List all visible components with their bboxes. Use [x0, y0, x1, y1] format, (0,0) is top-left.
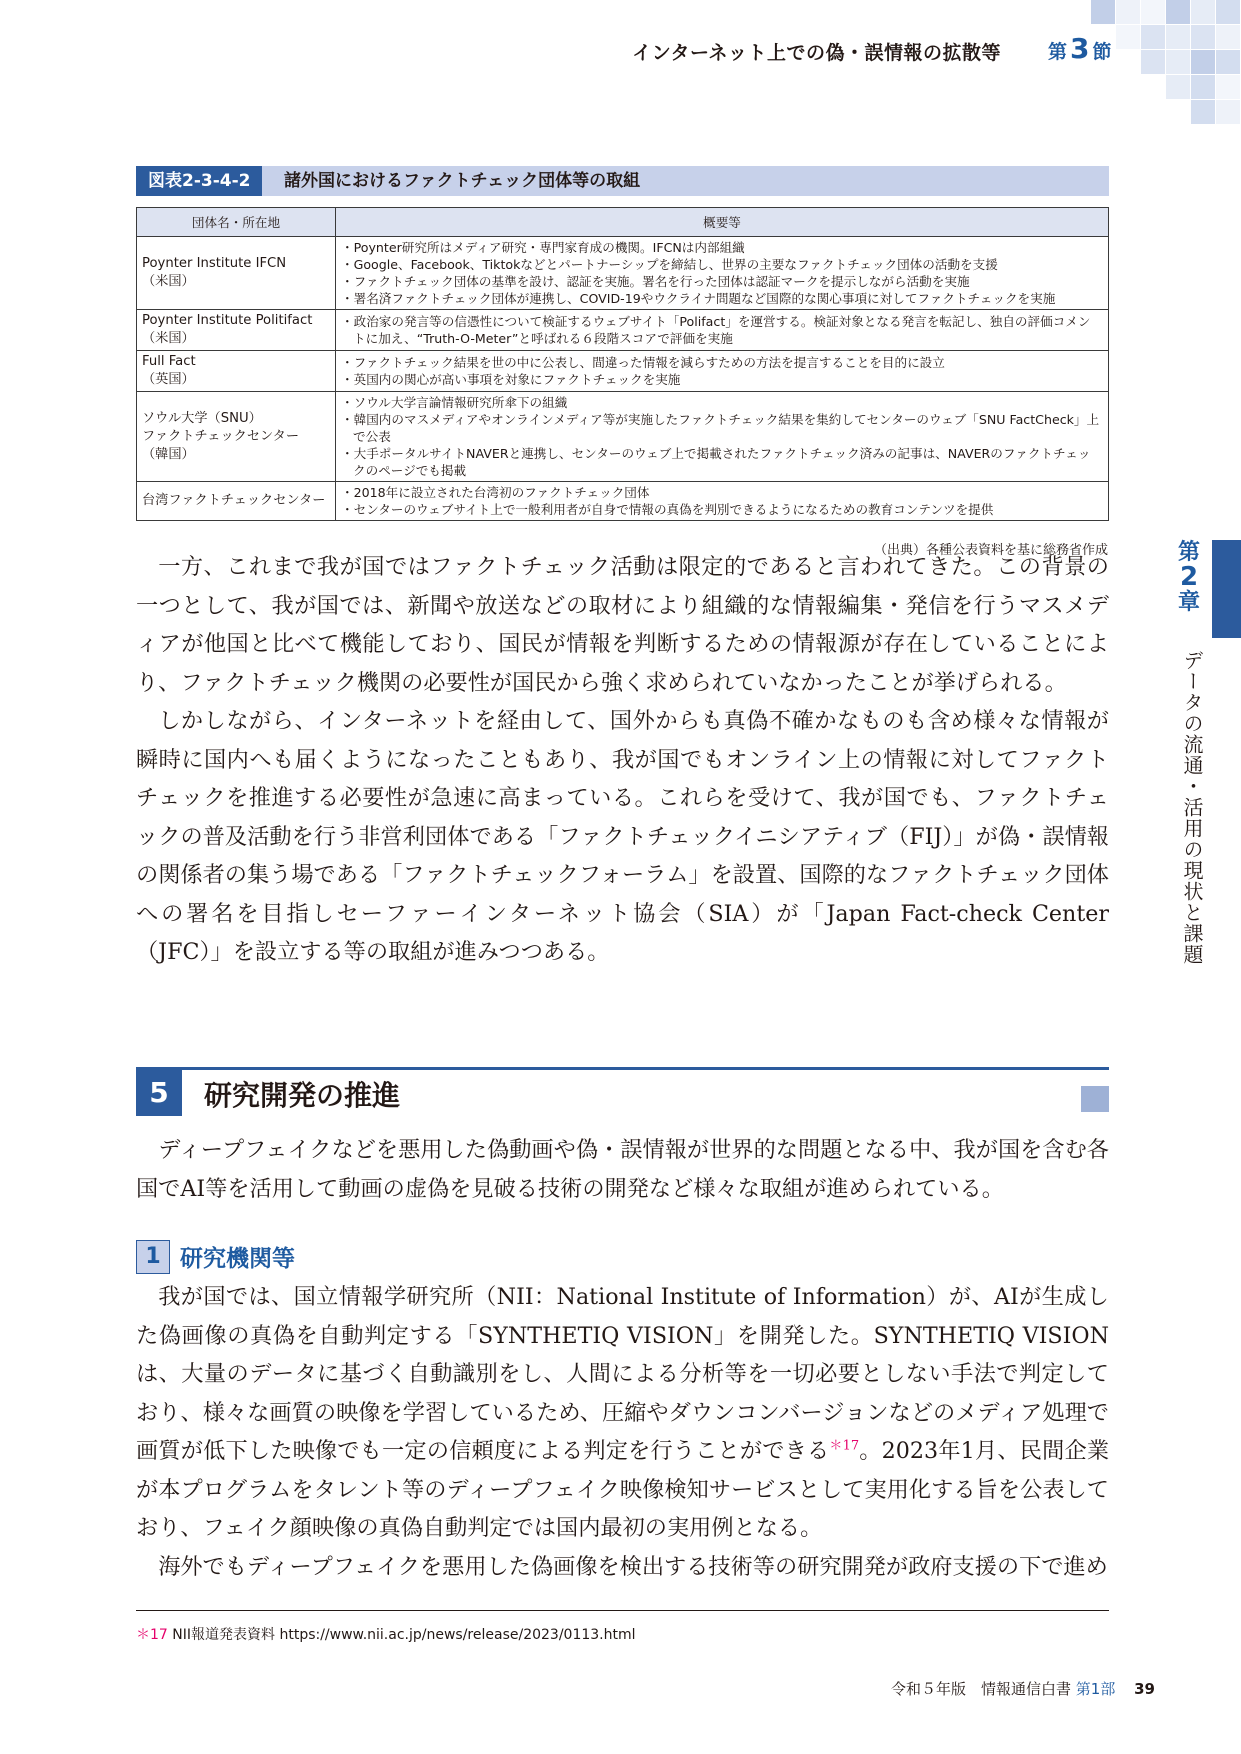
mosaic-tile [1091, 0, 1115, 24]
mosaic-tile [1141, 0, 1165, 24]
paragraph: 海外でもディープフェイクを悪用した偽画像を検出する技術等の研究開発が政府支援の下で進め [158, 1553, 1108, 1580]
org-name-cell: Full Fact （英国） [137, 351, 336, 392]
section-number: 3 [1070, 32, 1090, 65]
section-heading [136, 1067, 1109, 1116]
section-intro-block [136, 1131, 1109, 1208]
footnote-text[interactable]: NII報道発表資料 https://www.nii.ac.jp/news/release/2023/0113.html [172, 1627, 636, 1643]
figure-title-bar [136, 166, 1109, 196]
summary-item: ・ファクトチェック結果を世の中に公表し、間違った情報を減らすための方法を提言することを目的に設立 [341, 355, 945, 370]
table-header-row [137, 208, 1109, 237]
table-row [137, 237, 1109, 310]
header-title: インターネット上での偽・誤情報の拡散等 [632, 42, 1001, 64]
chapter-prefix: 第 [1177, 540, 1200, 565]
table-body [137, 237, 1109, 521]
paragraph: 一方、これまで我が国ではファクトチェック活動は限定的であると言われてきた。この背景の一つとして、我が国では、新聞や放送などの取材により組織的な情報編集・発信を行うマスメディアが他国と比べて機能しており、国民が情報を判断するための情報源が存在していることにより、ファクトチェック機関の必要性が国民から強く求められていなかったことが挙げられる。 [136, 554, 1109, 696]
mosaic-tile [1191, 100, 1215, 124]
summary-item: ・署名済ファクトチェック団体が連携し、COVID-19やウクライナ問題など国際的な関心事項に対してファクトチェックを実施 [341, 291, 1056, 306]
paragraph-part: 我が国では、国立情報学研究所（NII：National Institute of Information）が、AIが生成した偽画像の真偽を自動判定する「SYNTHETIQ VISION」を開発した。SYNTHETIQ VISIONは、大量のデータに基づく自動識別をし、人間による分析等を一切必要としない手法で判定しており、様々な画質の映像を学習しているため、圧縮やダウンコンバージョンなどのメディア処理で画質が低下した映像でも一定の信頼度による判定を行うことができる [136, 1284, 1109, 1464]
summary-item: ・2018年に設立された台湾初のファクトチェック団体 [341, 485, 650, 500]
header-section [1048, 32, 1112, 65]
mosaic-tile [1191, 75, 1215, 99]
summary-item: ・英国内の関心が高い事項を対象にファクトチェックを実施 [341, 372, 681, 387]
mosaic-tile [1216, 100, 1240, 124]
section-title: 研究開発の推進 [204, 1079, 401, 1112]
table-row [137, 482, 1109, 521]
column-header-org: 団体名・所在地 [137, 208, 336, 237]
figure-source: （出典）各種公表資料を基に総務省作成 [873, 543, 1108, 558]
org-name-cell: Poynter Institute IFCN （米国） [137, 237, 336, 310]
paragraph-part: 。2023年1月、民間企業が本プログラムをタレント等のディープフェイク映像検知サービスとして実用化する旨を公表しており、フェイク顔映像の真偽自動判定では国内最初の実用例となる。 [136, 1438, 1110, 1541]
mosaic-tile [1166, 75, 1190, 99]
table-row [137, 392, 1109, 482]
summary-cell [336, 392, 1109, 482]
fact-check-table [136, 207, 1109, 521]
subsection-number-box: 1 [136, 1240, 170, 1274]
page-footer [891, 1678, 1155, 1699]
summary-cell [336, 482, 1109, 521]
paragraph: ディープフェイクなどを悪用した偽動画や偽・誤情報が世界的な問題となる中、我が国を含む各国でAI等を活用して動画の虚偽を見破る技術の開発など様々な取組が進められている。 [136, 1137, 1109, 1202]
paragraph [136, 1278, 1109, 1548]
page-number: 39 [1134, 1680, 1155, 1698]
summary-cell [336, 310, 1109, 351]
summary-item: ・ファクトチェック団体の基準を設け、認証を実施。署名を行った団体は認証マークを提示しながら活動を実施 [341, 274, 970, 289]
mosaic-tile [1116, 0, 1140, 24]
summary-cell [336, 351, 1109, 392]
table-row [137, 351, 1109, 392]
body-text-block-a [136, 548, 1109, 972]
chapter-title-vertical: データの流通・活用の現状と課題 [1180, 650, 1204, 965]
subsection-body [136, 1278, 1109, 1586]
org-name-cell: Poynter Institute Politifact （米国） [137, 310, 336, 351]
summary-list [341, 239, 1103, 307]
summary-item: ・Poynter研究所はメディア研究・専門家育成の機関。IFCNは内部組織 [341, 240, 745, 255]
corner-mosaic-decoration [1041, 0, 1241, 140]
footnote-mark: ＊17 [136, 1627, 168, 1643]
section-prefix: 第 [1048, 41, 1068, 63]
summary-list [341, 484, 1103, 518]
chapter-index-tab [1212, 540, 1241, 638]
summary-list [341, 394, 1103, 479]
chapter-label [1172, 540, 1206, 615]
paragraph: しかしながら、インターネットを経由して、国外からも真偽不確かなものも含め様々な情報が瞬時に国内へも届くようになったこともあり、我が国でもオンライン上の情報に対してファクトチェックを推進する必要性が急速に高まっている。これらを受けて、我が国でも、ファクトチェックの普及活動を行う非営利団体である「ファクトチェックイニシアティブ（FIJ）」が偽・誤情報の関係者の集う場である「ファクトチェックフォーラム」を設置、国際的なファクトチェック団体への署名を目指しセーファーインターネット協会（SIA）が「Japan Fact-check Center（JFC）」を設立する等の取組が進みつつある。 [136, 708, 1109, 965]
footer-part: 第1部 [1075, 1680, 1116, 1698]
mosaic-tile [1216, 75, 1240, 99]
chapter-suffix: 章 [1177, 590, 1200, 615]
figure-title: 諸外国におけるファクトチェック団体等の取組 [284, 171, 641, 191]
running-header [0, 32, 1241, 68]
summary-item: ・大手ポータルサイトNAVERと連携し、センターのウェブ上で掲載されたファクトチェック済みの記事は、NAVERのファクトチェックのページでも掲載 [341, 446, 1091, 478]
summary-list [341, 354, 1103, 388]
section-suffix: 節 [1092, 41, 1112, 63]
summary-item: ・センターのウェブサイト上で一般利用者が自身で情報の真偽を判別できるようになるための教育コンテンツを提供 [341, 502, 994, 517]
table-row [137, 310, 1109, 351]
summary-item: ・韓国内のマスメディアやオンラインメディア等が実施したファクトチェック結果を集約してセンターのウェブ「SNU FactCheck」上で公表 [341, 412, 1100, 444]
mosaic-tile [1166, 0, 1190, 24]
chapter-number: 2 [1179, 562, 1199, 592]
mosaic-tile [1216, 0, 1240, 24]
footnote-divider [136, 1610, 1109, 1611]
section-number-box: 5 [136, 1070, 182, 1116]
footnote [136, 1624, 636, 1644]
summary-list [341, 313, 1103, 347]
column-header-summary: 概要等 [336, 208, 1109, 237]
footer-book: 令和５年版 情報通信白書 [891, 1680, 1072, 1698]
footnote-reference[interactable]: ＊17 [829, 1438, 860, 1454]
org-name-cell: 台湾ファクトチェックセンター [137, 482, 336, 521]
mosaic-tile [1191, 0, 1215, 24]
summary-cell [336, 237, 1109, 310]
figure-number: 図表2-3-4-2 [136, 166, 262, 196]
section-heading-tab [1081, 1086, 1109, 1112]
summary-item: ・ソウル大学言論情報研究所傘下の組織 [341, 395, 568, 410]
summary-item: ・政治家の発言等の信憑性について検証するウェブサイト「Polifact」を運営する。検証対象となる発言を転記し、独自の評価コメントに加え、“Truth-O-Meter”と呼ばれる６段階スコアで評価を実施 [341, 314, 1091, 346]
summary-item: ・Google、Facebook、Tiktokなどとパートナーシップを締結し、世界の主要なファクトチェック団体の活動を支援 [341, 257, 998, 272]
subsection-title: 研究機関等 [180, 1246, 295, 1272]
org-name-cell: ソウル大学（SNU） ファクトチェックセンター （韓国） [137, 392, 336, 482]
